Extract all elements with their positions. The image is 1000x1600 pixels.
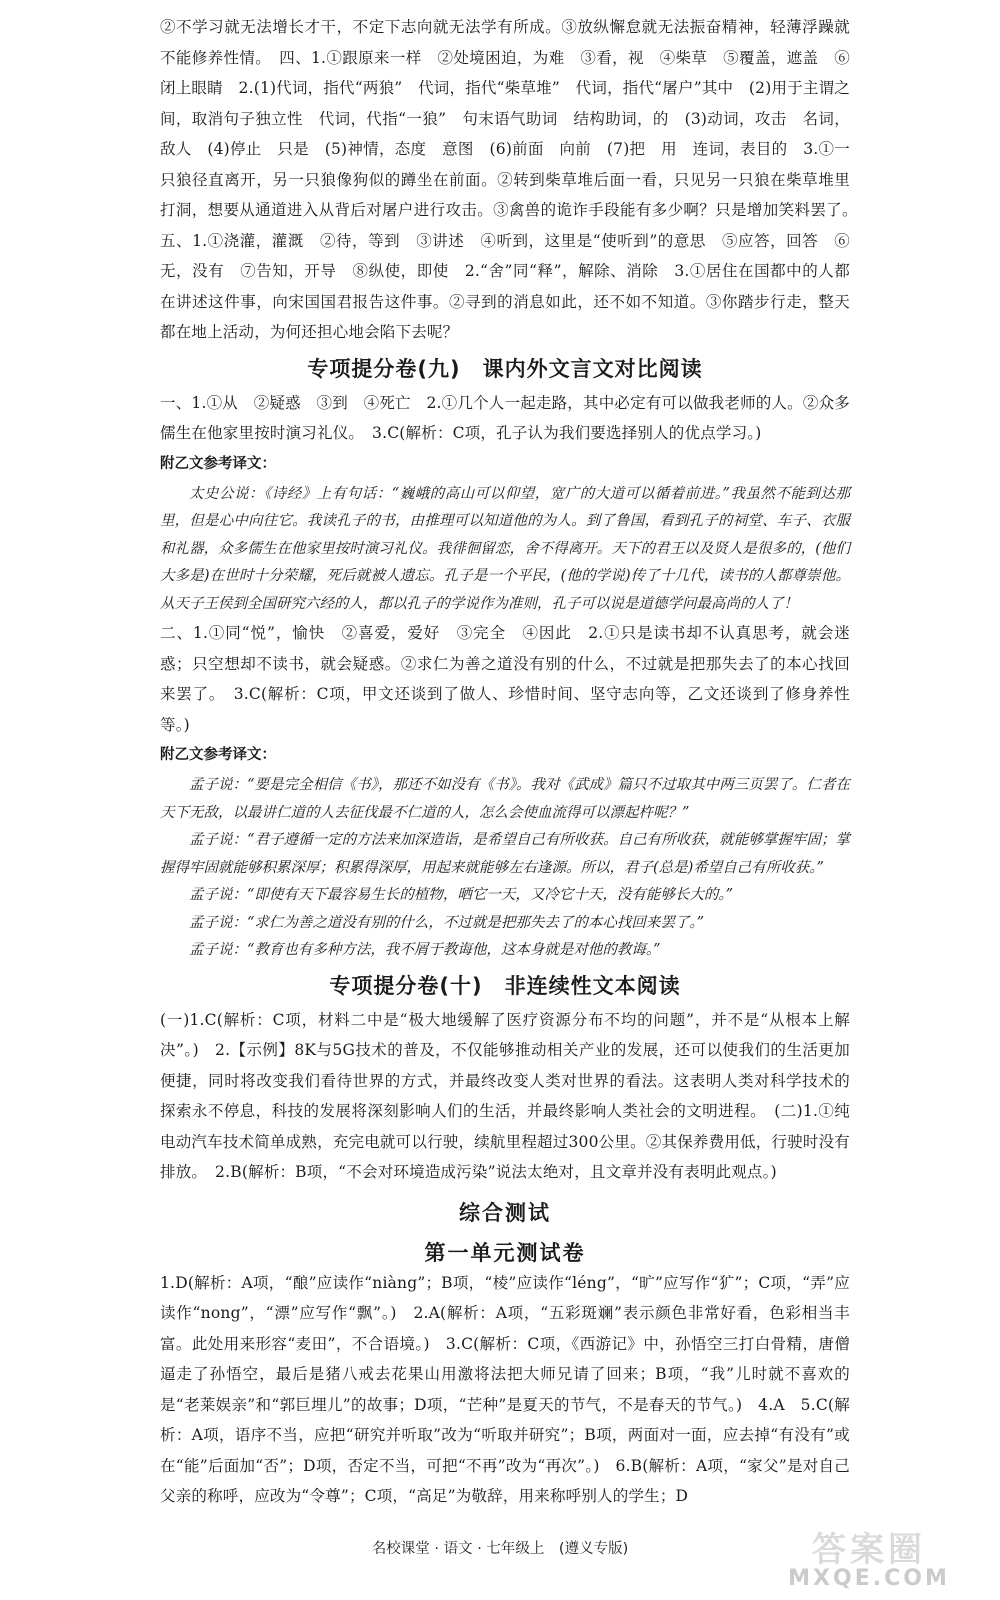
- watermark-url: MXQE.COM: [788, 1566, 950, 1591]
- section9-translation-2c: 孟子说：“即使有天下最容易生长的植物，晒它一天，又冷它十天，没有能够长大的。”: [189, 887, 734, 903]
- section9-translation-label-1: 附乙文参考译文：: [160, 455, 276, 472]
- section9-translation-2e: 孟子说：“教育也有多种方法，我不屑于教诲他，这本身就是对他的教诲。”: [189, 942, 661, 958]
- page-footer: 名校课堂 · 语文 · 七年级上 (遵义专版): [371, 1541, 629, 1557]
- section-heading-10: 专项提分卷(十) 非连续性文本阅读: [329, 973, 681, 998]
- watermark-logo: [754, 1522, 984, 1592]
- watermark-logo-text: 答案圈: [812, 1530, 926, 1570]
- answer-paragraph-continued: ②不学习就无法增长才干，不定下志向就无法学有所成。③放纵懈怠就无法振奋精神，轻薄浮躁就不能修养性情。 四、1.①跟原来一样 ②处境困迫，为难 ③看，视 ④柴草 ⑤覆盖，遮盖 ⑥闭上眼睛 2.(1)代词，指代“两狼” 代词，指代“柴草堆” 代词，指代“屠户”其中 (2)用于主谓之间，取消句子独立性 代词，代指“一狼” 句末语气助词 结构助词，的 (3)动词，攻击 名词，敌人 (4)停止 只是 (5)神情，态度 意图 (6)前面 向前 (7)把 用 连词，表目的 3.①一只狼径直离开，另一只狼像狗似的蹲坐在前面。②转到柴草堆后面一看，只见另一只狼在柴草堆里打洞，想要从通道进入从背后对屠户进行攻击。③禽兽的诡诈手段能有多少啊？只是增加笑料罢了。 五、1.①浇灌，灌溉 ②待，等到 ③讲述 ④听到，这里是“使听到”的意思 ⑤应答，回答 ⑥无，没有 ⑦告知，开导 ⑧纵使，即使 2.“舍”同“释”，解除、消除 3.①居住在国都中的人都在讲述这件事，向宋国国君报告这件事。②寻到的消息如此，还不如不知道。③你踏步行走，整天都在地上活动，为何还担心地会陷下去呢？: [160, 18, 866, 341]
- section9-translation-label-2: 附乙文参考译文：: [160, 747, 276, 763]
- section9-translation-2a: 孟子说：“要是完全相信《书》，那还不如没有《书》。我对《武成》篇只不过取其中两三页罢了。仁者在天下无敌，以最讲仁道的人去征伐最不仁道的人，怎么会使血流得可以漂起杵呢？”: [160, 777, 850, 821]
- section9-translation-2b: 孟子说：“君子遵循一定的方法来加深造诣，是希望自己有所收获。自己有所收获，就能够掌握牢固；掌握得牢固就能够积累深厚；积累得深厚，用起来就能够左右逢源。所以，君子(总是)希望自己有所收获。”: [160, 832, 850, 876]
- test-subheading: 第一单元测试卷: [424, 1240, 586, 1265]
- test-heading: 综合测试: [459, 1200, 551, 1225]
- section10-answers: (一)1.C(解析：C项，材料二中是“极大地缓解了医疗资源分布不均的问题”，并不是“从根本上解决”。) 2.【示例】8K与5G技术的普及，不仅能够推动相关产业的发展，还可以使我们的生活更加便捷，同时将改变我们看待世界的方式，并最终改变人类对世界的看法。这表明人类对科学技术的探索永不停息，科技的发展将深刻影响人们的生活，并最终影响人类社会的文明进程。 (二)1.①纯电动汽车技术简单成熟，充完电就可以行驶，续航里程超过300公里。②其保养费用低，行驶时没有排放。 2.B(解析：B项，“不会对环境造成污染”说法太绝对，且文章并没有表明此观点。): [160, 1010, 850, 1181]
- section9-translation-2d: 孟子说：“求仁为善之道没有别的什么，不过就是把那失去了的本心找回来罢了。”: [189, 914, 705, 931]
- section9-part1-answers: 一、1.①从 ②疑惑 ③到 ④死亡 2.①几个人一起走路，其中必定有可以做我老师的人。②众多儒生在他家里按时演习礼仪。 3.C(解析：C项，孔子认为我们要选择别人的优点学习。): [160, 393, 850, 442]
- test-answers: 1.D(解析：A项，“酿”应读作“niàng”；B项，“棱”应读作“léng”，“旷”应写作“犷”；C项，“弄”应读作“nong”，“漂”应写作“飘”。) 2.A(解析：A项，“五彩斑斓”表示颜色非常好看，色彩相当丰富。此处用来形容“麦田”，不合语境。) 3.C(解析：C项，《西游记》中，孙悟空三打白骨精，唐僧逼走了孙悟空，最后是猪八戒去花果山用激将法把大师兄请了回来；B项，“我”儿时就不喜欢的是“老莱娱亲”和“郭巨埋儿”的故事；D项，“芒种”是夏天的节气，不是春天的节气。) 4.A 5.C(解析：A项，语序不当，应把“研究并听取”改为“听取并研究”；B项，两面对一面，应去掉“有没有”或在“能”后面加“否”；D项，否定不当，可把“不再”改为“再次”。) 6.B(解析：A项，“家父”是对自己父亲的称呼，应改为“令尊”；C项，“高足”为敬辞，用来称呼别人的学生；D: [160, 1273, 850, 1505]
- page-content: [160, 12, 866, 1512]
- section9-part2-answers: 二、1.①同“悦”，愉快 ②喜爱，爱好 ③完全 ④因此 2.①只是读书却不认真思考，就会迷惑；只空想却不读书，就会疑惑。②求仁为善之道没有别的什么，不过就是把那失去了的本心找回来罢了。 3.C(解析：C项，甲文还谈到了做人、珍惜时间、坚守志向等，乙文还谈到了修身养性等。): [160, 624, 850, 734]
- section-heading-9: 专项提分卷(九) 课内外文言文对比阅读: [307, 356, 703, 381]
- section9-translation-1: 太史公说：《诗经》上有句话：“巍峨的高山可以仰望，宽广的大道可以循着前进。”我虽然不能到达那里，但是心中向往它。我读孔子的书，由推理可以知道他的为人。到了鲁国，看到孔子的祠堂、车子、衣服和礼器，众多儒生在他家里按时演习礼仪。我徘徊留恋，舍不得离开。天下的君王以及贤人是很多的，(他们大多是)在世时十分荣耀，死后就被人遗忘。孔子是一个平民，(他的学说)传了十几代，读书的人都尊崇他。从天子王侯到全国研究六经的人，都以孔子的学说作为准则，孔子可以说是道德学问最高尚的人了！: [160, 485, 850, 612]
